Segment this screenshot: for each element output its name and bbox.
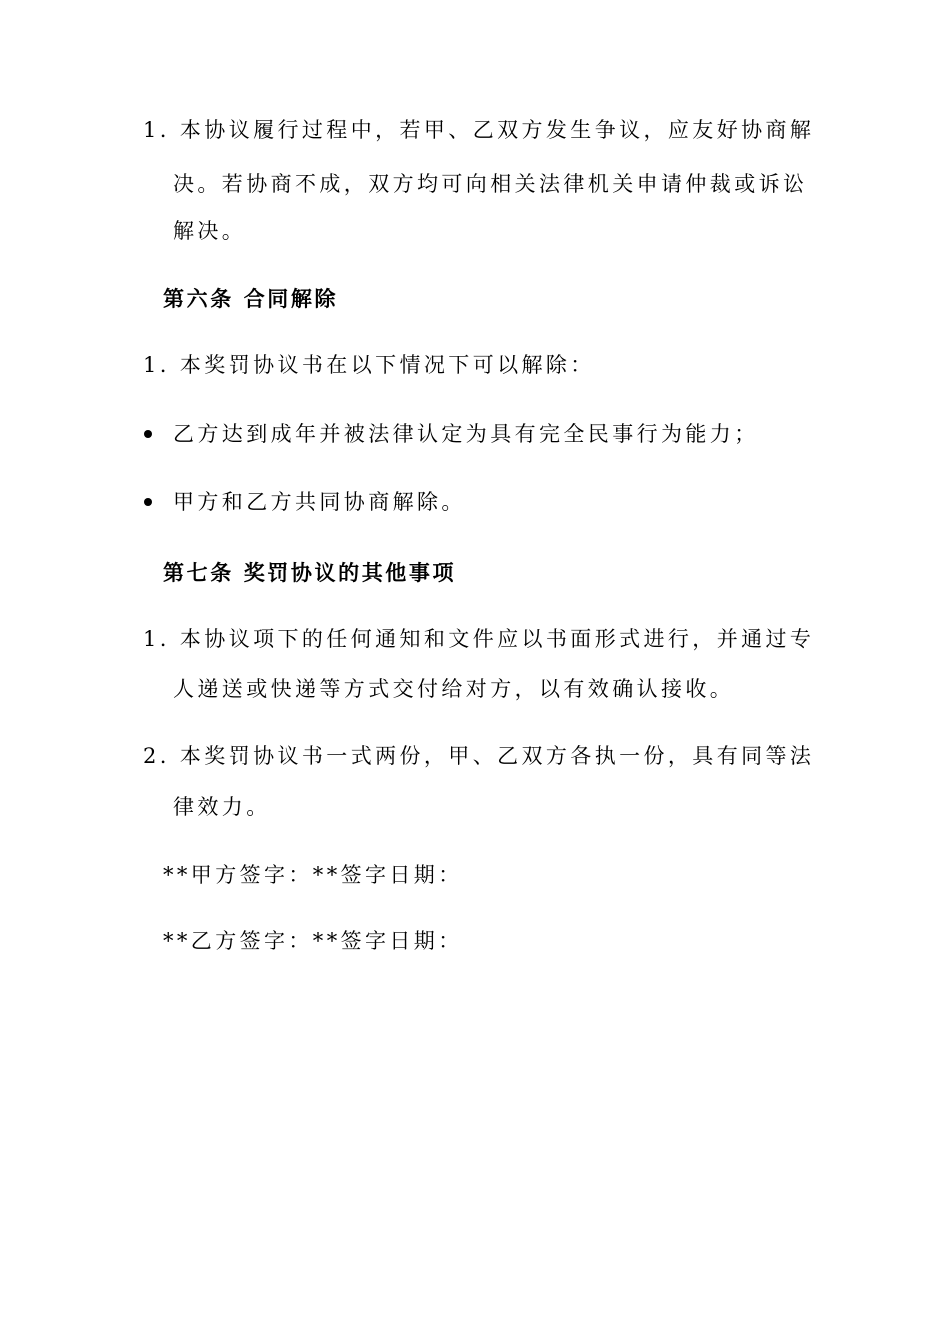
termination-condition-2: 甲方和乙方共同协商解除。 <box>173 490 466 514</box>
party-b-signature-line: **乙方签字：**签字日期： <box>163 929 463 953</box>
copies-clause-line-1: 2. 本奖罚协议书一式两份，甲、乙双方各执一份，具有同等法 <box>143 744 815 768</box>
termination-condition-1: 乙方达到成年并被法律认定为具有完全民事行为能力； <box>173 422 759 446</box>
termination-clause: 1. 本奖罚协议书在以下情况下可以解除： <box>143 353 595 377</box>
bullet-dot-icon <box>144 430 152 438</box>
dispute-clause-line-3: 解决。 <box>173 219 247 243</box>
copies-clause-line-2: 律效力。 <box>173 795 271 819</box>
notice-clause-line-2: 人递送或快递等方式交付给对方，以有效确认接收。 <box>173 677 735 701</box>
bullet-dot-icon <box>144 498 152 506</box>
article-6-heading: 第六条 合同解除 <box>163 286 339 311</box>
article-7-heading: 第七条 奖罚协议的其他事项 <box>163 560 457 585</box>
party-a-signature-line: **甲方签字：**签字日期： <box>163 863 463 887</box>
dispute-clause-line-2: 决。若协商不成，双方均可向相关法律机关申请仲裁或诉讼 <box>173 172 808 196</box>
notice-clause-line-1: 1. 本协议项下的任何通知和文件应以书面形式进行，并通过专 <box>143 627 815 651</box>
dispute-clause-line-1: 1. 本协议履行过程中，若甲、乙双方发生争议，应友好协商解 <box>143 118 815 142</box>
